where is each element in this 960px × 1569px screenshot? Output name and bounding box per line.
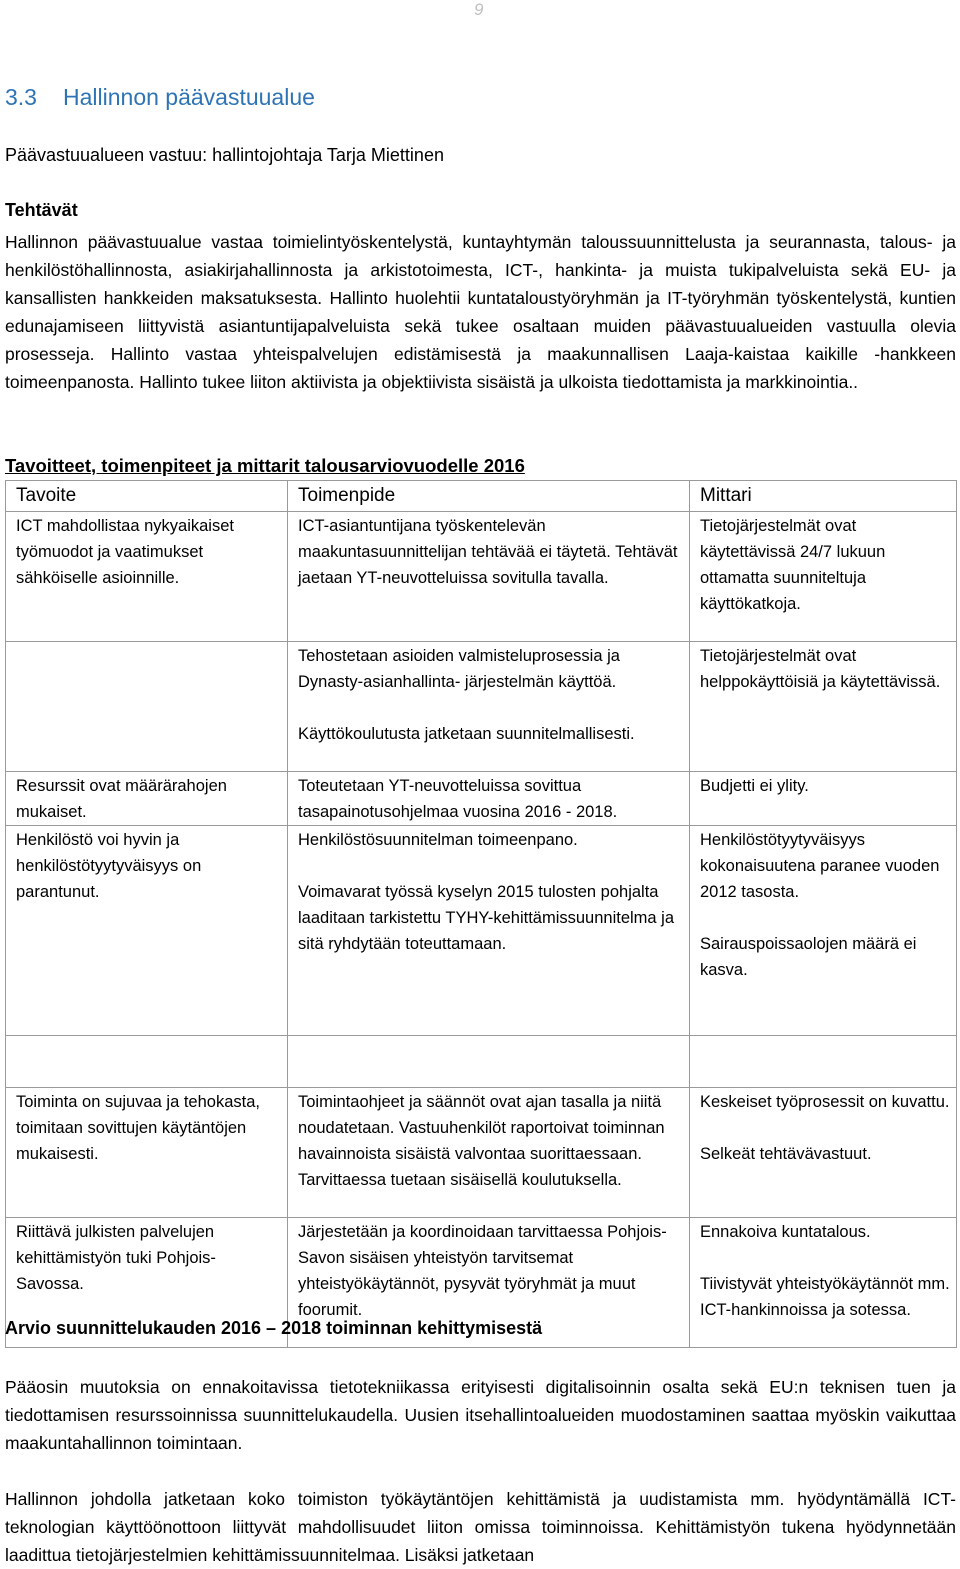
cell-action-text: Toteutetaan YT-neuvotteluissa sovittua tasapainotusohjelmaa vuosina 2016 - 2018. <box>298 777 618 821</box>
table-row <box>6 512 957 642</box>
cell-goal-text: Resurssit ovat määrärahojen mukaiset. <box>16 777 227 821</box>
table-row <box>6 1036 957 1088</box>
table-row <box>6 642 957 772</box>
cell-action-text: Henkilöstösuunnitelman toimeenpano. <box>298 831 578 849</box>
cell-metric-text: Tiivistyvät yhteistyökäytännöt mm. ICT-hankinnoissa ja sotessa. <box>700 1275 950 1319</box>
cell-metric <box>690 642 957 772</box>
cell-metric-text: Ennakoiva kuntatalous. <box>700 1223 871 1241</box>
cell-metric-text: Keskeiset työprosessit on kuvattu. <box>700 1093 950 1111</box>
cell-action-text: Käyttökoulutusta jatketaan suunnitelmallisesti. <box>298 725 635 743</box>
goals-table <box>5 480 957 1348</box>
cell-action-text: ICT-asiantuntijana työskentelevän maakuntasuunnittelijan tehtävää ei täytetä. Tehtävät jaetaan YT-neuvotteluissa sovitulla tavalla. <box>298 517 678 587</box>
cell-action-text: Voimavarat työssä kyselyn 2015 tulosten pohjalta laaditaan tarkistettu TYHY-kehittämissuunnitelma ja sitä ryhdytään toteuttamaan. <box>298 883 675 953</box>
evaluation-paragraph-2: Hallinnon johdolla jatketaan koko toimiston työkäytäntöjen kehittämistä ja uudistamista mm. hyödyntämällä ICT-teknologian käyttöönottoon liittyvät mahdollisuudet liiton omissa toiminnoissa. Kehittämistyön tukena hyödynnetään laadittua tietojärjestelmien kehittämissuunnitelmaa. Lisäksi jatketaan <box>5 1489 956 1565</box>
cell-action <box>288 1088 690 1218</box>
cell-action <box>288 512 690 642</box>
cell-goal-text: Riittävä julkisten palvelujen kehittämistyön tuki Pohjois-Savossa. <box>16 1223 216 1293</box>
cell-goal <box>6 826 288 1036</box>
cell-metric-text: Budjetti ei ylity. <box>700 777 809 795</box>
cell-metric <box>690 1218 957 1348</box>
cell-metric <box>690 772 957 826</box>
cell-metric <box>690 1036 957 1088</box>
section-responsible: Päävastuualueen vastuu: hallintojohtaja Tarja Miettinen <box>5 145 444 165</box>
cell-goal-text: Henkilöstö voi hyvin ja henkilöstötyytyväisyys on parantunut. <box>16 831 202 901</box>
cell-action-text: Järjestetään ja koordinoidaan tarvittaessa Pohjois-Savon sisäisen yhteistyön tarvitsemat yhteistyökäytännöt, pysyvät työryhmät ja muut foorumit. <box>298 1223 667 1319</box>
cell-action-text: Tehostetaan asioiden valmisteluprosessia ja Dynasty-asianhallinta- järjestelmän käyttöä. <box>298 647 620 691</box>
column-header-goal: Tavoite <box>6 481 288 512</box>
cell-goal-text: Toiminta on sujuvaa ja tehokasta, toimitaan sovittujen käytäntöjen mukaisesti. <box>16 1093 260 1163</box>
cell-goal-text: ICT mahdollistaa nykyaikaiset työmuodot ja vaatimukset sähköiselle asioinnille. <box>16 517 234 587</box>
goals-title: Tavoitteet, toimenpiteet ja mittarit talousarviovuodelle 2016 <box>5 455 525 476</box>
cell-goal <box>6 1088 288 1218</box>
section-title: Hallinnon päävastuualue <box>63 84 315 110</box>
cell-goal <box>6 512 288 642</box>
cell-metric-text: Tietojärjestelmät ovat käytettävissä 24/7 lukuun ottamatta suunniteltuja käyttökatkoja. <box>700 517 886 613</box>
cell-metric-text: Sairauspoissaolojen määrä ei kasva. <box>700 935 917 979</box>
tasks-heading: Tehtävät <box>5 200 78 220</box>
cell-metric-text: Selkeät tehtävävastuut. <box>700 1145 872 1163</box>
table-row <box>6 1088 957 1218</box>
cell-action <box>288 772 690 826</box>
cell-metric <box>690 826 957 1036</box>
cell-goal <box>6 642 288 772</box>
page-number: 9 <box>474 0 484 19</box>
cell-action <box>288 642 690 772</box>
cell-goal <box>6 772 288 826</box>
goals-table-body <box>6 512 957 1348</box>
evaluation-heading: Arvio suunnittelukauden 2016 – 2018 toiminnan kehittymisestä <box>5 1318 543 1338</box>
cell-metric-text: Tietojärjestelmät ovat helppokäyttöisiä ja käytettävissä. <box>700 647 941 691</box>
cell-action <box>288 826 690 1036</box>
cell-metric-text: Henkilöstötyytyväisyys kokonaisuutena paranee vuoden 2012 tasosta. <box>700 831 940 901</box>
cell-goal <box>6 1036 288 1088</box>
table-row <box>6 826 957 1036</box>
cell-metric <box>690 512 957 642</box>
evaluation-paragraph-1: Pääosin muutoksia on ennakoitavissa tietotekniikassa erityisesti digitalisoinnin osalta sekä EU:n teknisen tuen ja tiedottamisen resurssoinnissa suunnittelukaudella. Uusien itsehallintoalueiden muodostaminen saattaa myöskin vaikuttaa maakuntahallinnon toimintaan. <box>5 1377 956 1453</box>
column-header-action: Toimenpide <box>288 481 690 512</box>
section-heading <box>5 84 315 111</box>
column-header-metric: Mittari <box>690 481 957 512</box>
cell-action <box>288 1036 690 1088</box>
tasks-text: Hallinnon päävastuualue vastaa toimielintyöskentelystä, kuntayhtymän taloussuunnittelusta ja seurannasta, talous- ja henkilöstöhallinnosta, asiakirjahallinnosta ja arkistotoimesta, ICT-, hankinta- ja muista tukipalveluista sekä EU- ja kansallisten hankkeiden maksatuksesta. Hallinto huolehtii kuntataloustyöryhmän ja IT-työryhmän työskentelystä, kuntien edunajamiseen liittyvistä asiantuntijapalveluista sekä tukee osaltaan muiden päävastuualueiden vastuulla olevia prosesseja. Hallinto vastaa yhteispalvelujen edistämisestä ja maakunnallisen Laaja-kaistaa kaikille -hankkeen toimeenpanosta. Hallinto tukee liiton aktiivista ja objektiivista sisäistä ja ulkoista tiedottamista ja markkinointia.. <box>5 232 956 392</box>
cell-metric <box>690 1088 957 1218</box>
section-number: 3.3 <box>5 84 37 110</box>
cell-action-text: Toimintaohjeet ja säännöt ovat ajan tasalla ja niitä noudatetaan. Vastuuhenkilöt raportoivat toiminnan havainnoista sisäistä valvontaa suorittaessaan. Tarvittaessa tuetaan sisäisellä koulutuksella. <box>298 1093 665 1189</box>
table-header-row <box>6 481 957 512</box>
table-row <box>6 772 957 826</box>
